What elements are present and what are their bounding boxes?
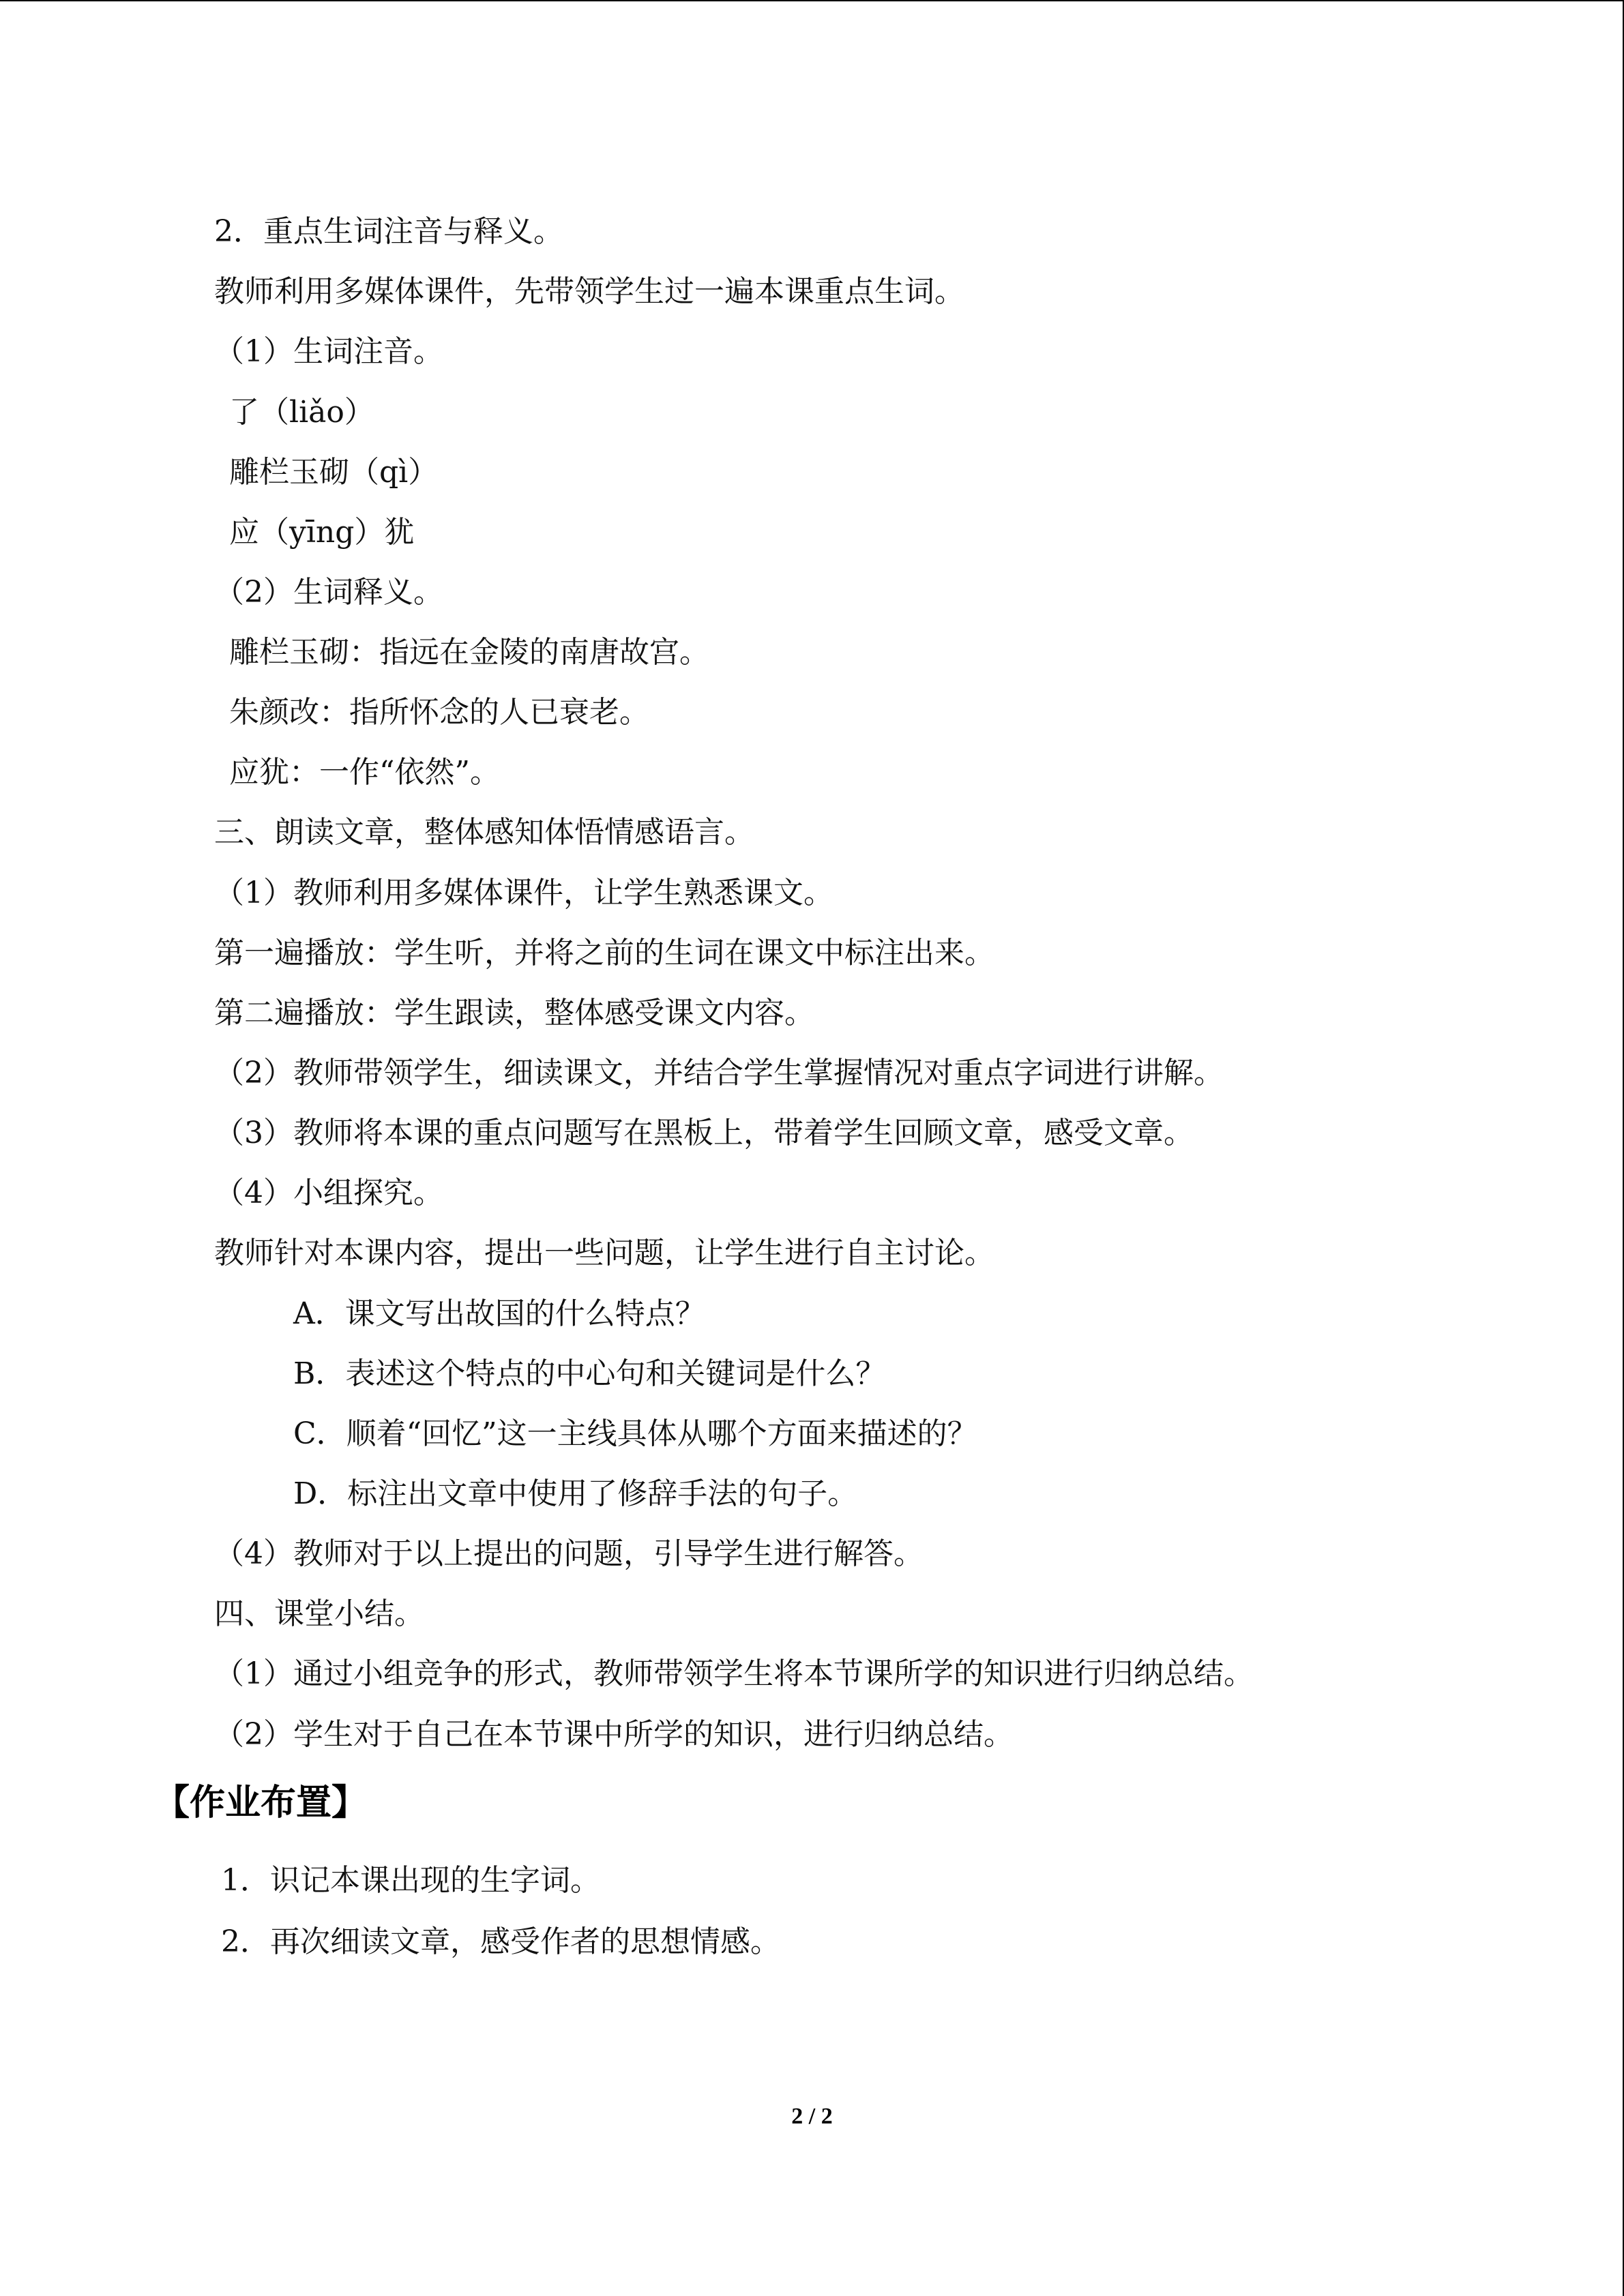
sub-item: （1）教师利用多媒体课件，让学生熟悉课文。: [214, 876, 833, 910]
question-item: D．标注出文章中使用了修辞手法的句子。: [293, 1476, 858, 1511]
paragraph: 第二遍播放：学生跟读，整体感受课文内容。: [214, 996, 814, 1030]
sub-item: （1）生词注音。: [214, 334, 443, 369]
sub-item: （2）生词释义。: [214, 575, 443, 610]
sub-item: （2）教师带领学生，细读课文，并结合学生掌握情况对重点字词进行讲解。: [214, 1056, 1224, 1090]
homework-item: 2．再次细读文章，感受作者的思想情感。: [221, 1924, 780, 1959]
section-heading-3: 三、朗读文章，整体感知体悟情感语言。: [214, 815, 754, 850]
vocab-definition: 朱颜改：指所怀念的人已衰老。: [229, 695, 649, 730]
page-number: 2 / 2: [791, 2104, 833, 2129]
question-item: B．表述这个特点的中心句和关键词是什么？: [293, 1356, 886, 1391]
homework-heading: 【作业布置】: [154, 1783, 368, 1823]
vocab-definition: 雕栏玉砌：指远在金陵的南唐故宫。: [229, 635, 709, 670]
paragraph: 第一遍播放：学生听，并将之前的生词在课文中标注出来。: [214, 936, 994, 970]
sub-item: （1）通过小组竞争的形式，教师带领学生将本节课所学的知识进行归纳总结。: [214, 1656, 1254, 1691]
question-item: C．顺着“回忆”这一主线具体从哪个方面来描述的？: [293, 1416, 977, 1451]
section-heading-4: 四、课堂小结。: [214, 1596, 424, 1631]
paragraph: 教师利用多媒体课件，先带领学生过一遍本课重点生词。: [214, 274, 964, 309]
paragraph: 教师针对本课内容，提出一些问题，让学生进行自主讨论。: [214, 1236, 994, 1270]
sub-item: （2）学生对于自己在本节课中所学的知识，进行归纳总结。: [214, 1717, 1014, 1752]
homework-item: 1．识记本课出现的生字词。: [221, 1863, 600, 1898]
vocab-definition: 应犹：一作“依然”。: [229, 755, 500, 790]
sub-item: （4）小组探究。: [214, 1176, 443, 1210]
sub-item: （4）教师对于以上提出的问题，引导学生进行解答。: [214, 1536, 924, 1571]
vocab-pinyin: 了（liǎo）: [229, 395, 374, 430]
section-item-2: 2．重点生词注音与释义。: [214, 214, 563, 249]
question-item: A．课文写出故国的什么特点？: [293, 1296, 705, 1331]
sub-item: （3）教师将本课的重点问题写在黑板上，带着学生回顾文章，感受文章。: [214, 1116, 1194, 1150]
vocab-pinyin: 应（yīng）犹: [229, 515, 415, 550]
vocab-pinyin: 雕栏玉砌（qì）: [229, 455, 439, 490]
